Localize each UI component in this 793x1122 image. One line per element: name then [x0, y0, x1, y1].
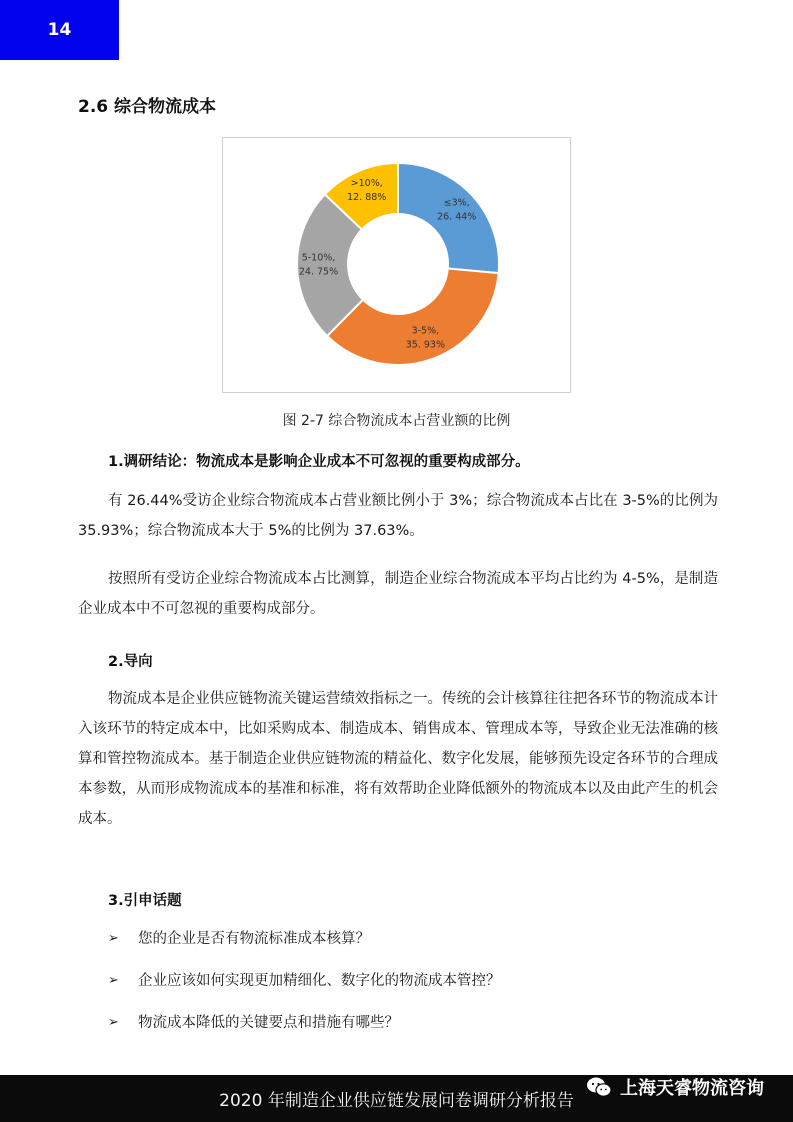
conclusion-paragraph-1: 有 26.44%受访企业综合物流成本占营业额比例小于 3%；综合物流成本占比在 3-5%的比例为 35.93%；综合物流成本大于 5%的比例为 37.63%。: [78, 493, 718, 539]
slice-label-name: ≤3%,: [443, 197, 470, 209]
guidance-paragraph: 物流成本是企业供应链物流关键运营绩效指标之一。传统的会计核算往往把各环节的物流成本计入该环节的特定成本中，比如采购成本、制造成本、销售成本、管理成本等，导致企业无法准确的核算和管控物流成本。基于制造企业供应链物流的精益化、数字化发展，能够预先设定各环节的合理成本参数，从而形成物流成本的基准和标准，将有效帮助企业降低额外的物流成本以及由此产生的机会成本。: [78, 691, 718, 827]
topic-text: 企业应该如何实现更加精细化、数字化的物流成本管控？: [138, 973, 501, 989]
slice-label-name: 3-5%,: [411, 325, 440, 337]
slice-label-value: 35. 93%: [405, 339, 446, 351]
slice-label-name: 5-10%,: [301, 252, 336, 264]
topics-list: [108, 928, 501, 1054]
arrow-bullet-icon: ➢: [108, 973, 119, 988]
conclusion-heading: 1.调研结论：物流成本是影响企业成本不可忽视的重要构成部分。: [108, 454, 530, 470]
slice-label-value: 12. 88%: [347, 191, 387, 203]
donut-chart-svg: [223, 138, 572, 394]
figure-caption: 图 2-7 综合物流成本占营业额的比例: [282, 413, 511, 429]
donut-chart: [222, 137, 571, 393]
arrow-bullet-icon: ➢: [108, 1015, 119, 1030]
slice-label-value: 26. 44%: [437, 211, 477, 223]
guidance-heading: 2.导向: [108, 654, 153, 670]
brand-name: 上海天睿物流咨询: [620, 1078, 764, 1099]
topic-text: 物流成本降低的关键要点和措施有哪些？: [138, 1015, 399, 1031]
topics-heading: 3.引申话题: [108, 893, 182, 909]
list-item: [108, 928, 501, 970]
page-number-badge: [0, 0, 119, 60]
brand-watermark: [586, 1071, 764, 1103]
page-number: 14: [47, 20, 72, 40]
slice-label-name: >10%,: [350, 177, 383, 189]
wechat-icon: [586, 1076, 612, 1098]
list-item: [108, 970, 501, 1012]
topic-text: 您的企业是否有物流标准成本核算？: [138, 931, 370, 947]
list-item: [108, 1012, 501, 1054]
section-title: 2.6 综合物流成本: [78, 97, 217, 117]
conclusion-paragraph-2: 按照所有受访企业综合物流成本占比测算，制造企业综合物流成本平均占比约为 4-5%，是制造企业成本中不可忽视的重要构成部分。: [78, 571, 718, 617]
slice-label-value: 24. 75%: [298, 266, 339, 278]
footer-title: 2020 年制造企业供应链发展问卷调研分析报告: [219, 1091, 574, 1111]
arrow-bullet-icon: ➢: [108, 931, 119, 946]
